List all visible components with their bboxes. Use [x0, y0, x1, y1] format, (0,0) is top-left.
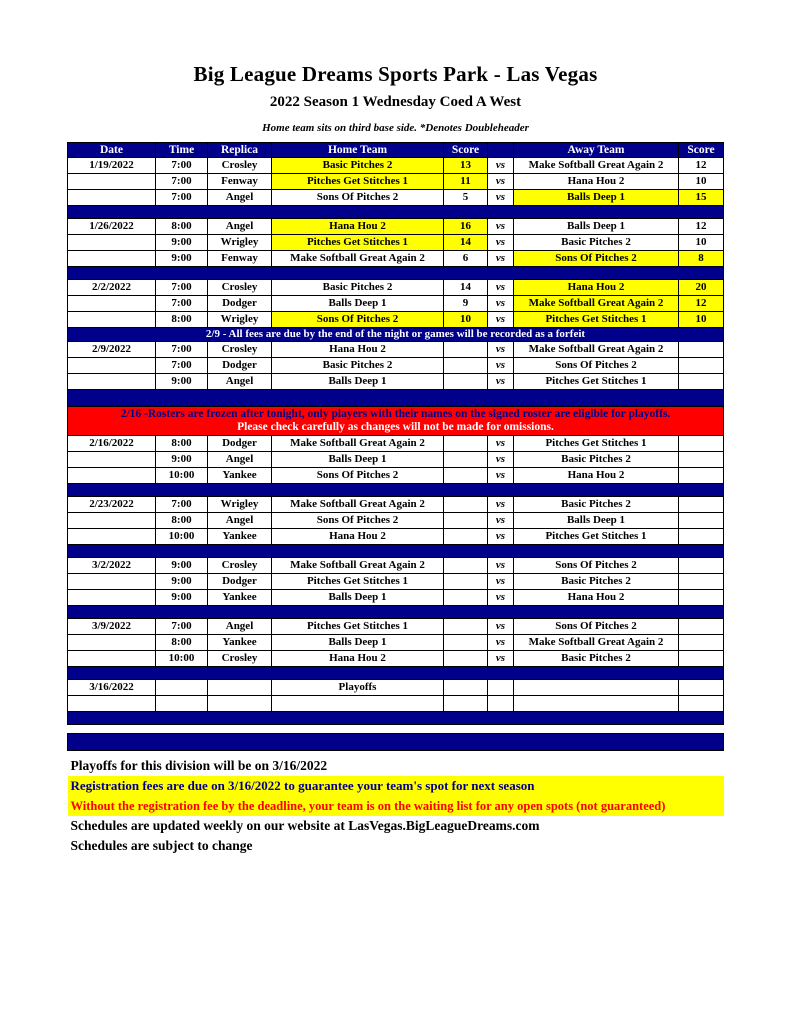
- cell-time: 10:00: [156, 651, 208, 667]
- col-header-away-team: Away Team: [514, 143, 679, 158]
- cell-time: 8:00: [156, 219, 208, 235]
- cell-date: [68, 468, 156, 484]
- cell-home-score: [444, 452, 488, 468]
- cell-vs: vs: [488, 296, 514, 312]
- cell-vs: vs: [488, 219, 514, 235]
- cell-vs: vs: [488, 280, 514, 296]
- cell-home: Make Softball Great Again 2: [272, 251, 444, 267]
- cell-replica: Yankee: [208, 635, 272, 651]
- cell-away: Balls Deep 1: [514, 219, 679, 235]
- cell-date: 2/23/2022: [68, 497, 156, 513]
- cell-time: 7:00: [156, 497, 208, 513]
- cell-home: [272, 696, 444, 712]
- cell-vs: vs: [488, 158, 514, 174]
- cell-away-score: [679, 619, 724, 635]
- cell-home: Sons Of Pitches 2: [272, 468, 444, 484]
- cell-replica: Angel: [208, 219, 272, 235]
- cell-away-score: [679, 651, 724, 667]
- cell-vs: [488, 680, 514, 696]
- game-row: [68, 235, 724, 251]
- cell-away-score: 12: [679, 296, 724, 312]
- cell-away-score: 10: [679, 235, 724, 251]
- separator-bar: [68, 390, 724, 407]
- cell-replica: Angel: [208, 374, 272, 390]
- cell-away: Make Softball Great Again 2: [514, 158, 679, 174]
- cell-away-score: [679, 436, 724, 452]
- game-row: [68, 296, 724, 312]
- cell-date: 2/9/2022: [68, 342, 156, 358]
- separator-bar: [68, 734, 724, 751]
- cell-time: 7:00: [156, 296, 208, 312]
- cell-away-score: [679, 558, 724, 574]
- separator-bar: [68, 484, 724, 497]
- footer-waiting-list-note: Without the registration fee by the deadline, your team is on the waiting list for any open spots (not guaranteed): [68, 796, 724, 816]
- cell-away: Basic Pitches 2: [514, 452, 679, 468]
- cell-replica: Yankee: [208, 529, 272, 545]
- cell-replica: Angel: [208, 190, 272, 206]
- cell-away: Basic Pitches 2: [514, 497, 679, 513]
- separator-row: [68, 606, 724, 619]
- cell-date: [68, 358, 156, 374]
- separator-row: [68, 545, 724, 558]
- cell-home-score: 6: [444, 251, 488, 267]
- cell-away-score: [679, 529, 724, 545]
- cell-home-score: [444, 651, 488, 667]
- game-row: [68, 590, 724, 606]
- footer-website-note: Schedules are updated weekly on our website at LasVegas.BigLeagueDreams.com: [70, 818, 540, 833]
- cell-home: Balls Deep 1: [272, 590, 444, 606]
- cell-away-score: [679, 696, 724, 712]
- cell-away-score: [679, 590, 724, 606]
- table-header-row: [68, 143, 724, 158]
- cell-vs: vs: [488, 312, 514, 328]
- game-row: [68, 219, 724, 235]
- cell-home: Balls Deep 1: [272, 296, 444, 312]
- cell-replica: Wrigley: [208, 312, 272, 328]
- cell-away-score: 12: [679, 158, 724, 174]
- cell-home-score: [444, 696, 488, 712]
- cell-time: 9:00: [156, 251, 208, 267]
- cell-away: Sons Of Pitches 2: [514, 358, 679, 374]
- cell-time: 9:00: [156, 558, 208, 574]
- separator-bar: [68, 545, 724, 558]
- cell-time: 8:00: [156, 436, 208, 452]
- separator-bar: [68, 667, 724, 680]
- cell-time: [156, 696, 208, 712]
- cell-vs: vs: [488, 251, 514, 267]
- separator-row: [68, 390, 724, 407]
- cell-away-score: [679, 574, 724, 590]
- cell-time: 7:00: [156, 342, 208, 358]
- cell-away: Make Softball Great Again 2: [514, 296, 679, 312]
- cell-away: Basic Pitches 2: [514, 235, 679, 251]
- cell-home-score: 9: [444, 296, 488, 312]
- cell-home-score: 13: [444, 158, 488, 174]
- cell-date: [68, 529, 156, 545]
- cell-vs: vs: [488, 342, 514, 358]
- cell-time: 10:00: [156, 468, 208, 484]
- schedule-body: [68, 158, 724, 751]
- cell-home: Balls Deep 1: [272, 635, 444, 651]
- cell-home: Basic Pitches 2: [272, 158, 444, 174]
- cell-date: [68, 296, 156, 312]
- cell-vs: vs: [488, 574, 514, 590]
- cell-away-score: [679, 374, 724, 390]
- cell-date: [68, 651, 156, 667]
- game-row: [68, 558, 724, 574]
- col-header-home-team: Home Team: [272, 143, 444, 158]
- notice-row: [68, 328, 724, 342]
- cell-date: [68, 574, 156, 590]
- footer: [68, 756, 724, 856]
- fees-due-notice: 2/9 - All fees are due by the end of the night or games will be recorded as a forfeit: [68, 328, 724, 342]
- separator-bar: [68, 267, 724, 280]
- cell-date: [68, 312, 156, 328]
- cell-home: Hana Hou 2: [272, 342, 444, 358]
- cell-replica: Fenway: [208, 251, 272, 267]
- cell-home-score: [444, 358, 488, 374]
- game-row: [68, 574, 724, 590]
- cell-date: 2/2/2022: [68, 280, 156, 296]
- cell-home: Balls Deep 1: [272, 452, 444, 468]
- cell-home: Make Softball Great Again 2: [272, 558, 444, 574]
- cell-home: Hana Hou 2: [272, 219, 444, 235]
- gap-space: [68, 725, 724, 734]
- cell-replica: Crosley: [208, 558, 272, 574]
- game-row: [68, 280, 724, 296]
- cell-vs: [488, 696, 514, 712]
- cell-vs: vs: [488, 558, 514, 574]
- footer-registration-due-note: Registration fees are due on 3/16/2022 to guarantee your team's spot for next season: [68, 776, 724, 796]
- game-row: [68, 190, 724, 206]
- cell-vs: vs: [488, 651, 514, 667]
- col-header-away-score: Score: [679, 143, 724, 158]
- cell-away-score: [679, 680, 724, 696]
- cell-home-score: 10: [444, 312, 488, 328]
- cell-away-score: [679, 513, 724, 529]
- cell-time: 7:00: [156, 280, 208, 296]
- alert-row: [68, 407, 724, 436]
- cell-time: 9:00: [156, 374, 208, 390]
- cell-away-score: 10: [679, 174, 724, 190]
- game-row: [68, 497, 724, 513]
- cell-vs: vs: [488, 235, 514, 251]
- footer-playoffs-note: Playoffs for this division will be on 3/16/2022: [70, 758, 328, 773]
- cell-home: Hana Hou 2: [272, 529, 444, 545]
- game-row: [68, 158, 724, 174]
- cell-away-score: 20: [679, 280, 724, 296]
- cell-replica: Yankee: [208, 468, 272, 484]
- cell-home: Basic Pitches 2: [272, 280, 444, 296]
- cell-home: Sons Of Pitches 2: [272, 312, 444, 328]
- cell-date: 1/26/2022: [68, 219, 156, 235]
- alert-line: 2/16 -Rosters are frozen after tonight, only players with their names on the signed roster are eligible for playoffs.: [120, 408, 671, 420]
- cell-away: [514, 680, 679, 696]
- game-row: [68, 452, 724, 468]
- cell-replica: Angel: [208, 452, 272, 468]
- game-row: [68, 342, 724, 358]
- cell-home-score: 11: [444, 174, 488, 190]
- cell-home-score: [444, 436, 488, 452]
- cell-replica: Dodger: [208, 436, 272, 452]
- cell-away: Hana Hou 2: [514, 468, 679, 484]
- cell-away-score: [679, 452, 724, 468]
- cell-away-score: 12: [679, 219, 724, 235]
- cell-home: Make Softball Great Again 2: [272, 497, 444, 513]
- game-row: [68, 312, 724, 328]
- cell-home-score: [444, 342, 488, 358]
- cell-away: Pitches Get Stitches 1: [514, 436, 679, 452]
- cell-away: Sons Of Pitches 2: [514, 251, 679, 267]
- cell-home-score: 14: [444, 280, 488, 296]
- cell-vs: vs: [488, 529, 514, 545]
- cell-away-score: [679, 497, 724, 513]
- cell-away: Pitches Get Stitches 1: [514, 374, 679, 390]
- separator-bar: [68, 606, 724, 619]
- cell-home: Make Softball Great Again 2: [272, 436, 444, 452]
- footer-subject-to-change-note: Schedules are subject to change: [70, 838, 253, 853]
- cell-away: [514, 696, 679, 712]
- cell-date: 3/2/2022: [68, 558, 156, 574]
- separator-row: [68, 267, 724, 280]
- cell-home-score: [444, 590, 488, 606]
- cell-date: [68, 452, 156, 468]
- cell-date: [68, 251, 156, 267]
- cell-replica: Yankee: [208, 590, 272, 606]
- cell-replica: Angel: [208, 513, 272, 529]
- cell-vs: vs: [488, 619, 514, 635]
- cell-vs: vs: [488, 452, 514, 468]
- cell-home: Playoffs: [272, 680, 444, 696]
- cell-replica: Wrigley: [208, 235, 272, 251]
- cell-home-score: [444, 497, 488, 513]
- cell-replica: Dodger: [208, 358, 272, 374]
- cell-replica: [208, 696, 272, 712]
- cell-home-score: [444, 619, 488, 635]
- game-row: [68, 358, 724, 374]
- cell-date: 3/9/2022: [68, 619, 156, 635]
- cell-time: 8:00: [156, 513, 208, 529]
- cell-away-score: [679, 468, 724, 484]
- cell-away-score: [679, 635, 724, 651]
- cell-home-score: [444, 574, 488, 590]
- cell-home: Sons Of Pitches 2: [272, 513, 444, 529]
- cell-home: Pitches Get Stitches 1: [272, 574, 444, 590]
- col-header-home-score: Score: [444, 143, 488, 158]
- separator-row: [68, 667, 724, 680]
- cell-home-score: [444, 513, 488, 529]
- cell-replica: Fenway: [208, 174, 272, 190]
- cell-home: Pitches Get Stitches 1: [272, 619, 444, 635]
- cell-vs: vs: [488, 358, 514, 374]
- cell-replica: Angel: [208, 619, 272, 635]
- cell-time: 7:00: [156, 619, 208, 635]
- cell-date: [68, 235, 156, 251]
- cell-away: Hana Hou 2: [514, 174, 679, 190]
- cell-home-score: [444, 635, 488, 651]
- cell-home-score: 16: [444, 219, 488, 235]
- cell-home-score: [444, 374, 488, 390]
- cell-home-score: [444, 558, 488, 574]
- cell-vs: vs: [488, 635, 514, 651]
- cell-vs: vs: [488, 590, 514, 606]
- cell-replica: Crosley: [208, 651, 272, 667]
- game-row: [68, 680, 724, 696]
- cell-time: 7:00: [156, 158, 208, 174]
- cell-time: 7:00: [156, 190, 208, 206]
- cell-away: Pitches Get Stitches 1: [514, 312, 679, 328]
- cell-replica: Dodger: [208, 574, 272, 590]
- game-row: [68, 468, 724, 484]
- cell-date: [68, 374, 156, 390]
- cell-time: 9:00: [156, 574, 208, 590]
- cell-date: [68, 590, 156, 606]
- cell-time: 9:00: [156, 235, 208, 251]
- col-header-replica: Replica: [208, 143, 272, 158]
- cell-away: Basic Pitches 2: [514, 574, 679, 590]
- game-row: [68, 174, 724, 190]
- game-row: [68, 529, 724, 545]
- game-row: [68, 651, 724, 667]
- game-row: [68, 513, 724, 529]
- cell-home: Hana Hou 2: [272, 651, 444, 667]
- separator-bar: [68, 712, 724, 725]
- cell-away-score: 15: [679, 190, 724, 206]
- cell-home-score: 14: [444, 235, 488, 251]
- cell-home: Basic Pitches 2: [272, 358, 444, 374]
- cell-date: [68, 174, 156, 190]
- cell-time: 9:00: [156, 590, 208, 606]
- game-row: [68, 619, 724, 635]
- cell-away-score: [679, 342, 724, 358]
- cell-away: Make Softball Great Again 2: [514, 342, 679, 358]
- cell-time: 7:00: [156, 174, 208, 190]
- cell-replica: [208, 680, 272, 696]
- cell-time: 9:00: [156, 452, 208, 468]
- cell-date: 3/16/2022: [68, 680, 156, 696]
- col-header-time: Time: [156, 143, 208, 158]
- cell-replica: Crosley: [208, 342, 272, 358]
- cell-away-score: 8: [679, 251, 724, 267]
- cell-replica: Wrigley: [208, 497, 272, 513]
- cell-home-score: [444, 529, 488, 545]
- cell-time: 10:00: [156, 529, 208, 545]
- cell-away: Sons Of Pitches 2: [514, 619, 679, 635]
- cell-vs: vs: [488, 468, 514, 484]
- col-header-date: Date: [68, 143, 156, 158]
- cell-away: Pitches Get Stitches 1: [514, 529, 679, 545]
- separator-row: [68, 734, 724, 751]
- roster-freeze-banner: [68, 407, 724, 436]
- cell-home: Pitches Get Stitches 1: [272, 235, 444, 251]
- cell-vs: vs: [488, 174, 514, 190]
- cell-date: 1/19/2022: [68, 158, 156, 174]
- cell-date: [68, 696, 156, 712]
- alert-line: Please check carefully as changes will not be made for omissions.: [237, 421, 554, 433]
- cell-replica: Crosley: [208, 280, 272, 296]
- cell-home: Pitches Get Stitches 1: [272, 174, 444, 190]
- home-team-note: Home team sits on third base side. *Denotes Doubleheader: [262, 122, 529, 134]
- game-row: [68, 635, 724, 651]
- col-header-vs-spacer: [488, 143, 514, 158]
- cell-time: 7:00: [156, 358, 208, 374]
- cell-vs: vs: [488, 190, 514, 206]
- cell-vs: vs: [488, 513, 514, 529]
- cell-date: 2/16/2022: [68, 436, 156, 452]
- cell-vs: vs: [488, 497, 514, 513]
- cell-away: Sons Of Pitches 2: [514, 558, 679, 574]
- cell-away: Balls Deep 1: [514, 190, 679, 206]
- game-row: [68, 374, 724, 390]
- separator-row: [68, 206, 724, 219]
- page-title: Big League Dreams Sports Park - Las Vegas: [193, 62, 598, 86]
- game-row: [68, 251, 724, 267]
- cell-time: 8:00: [156, 312, 208, 328]
- cell-away: Make Softball Great Again 2: [514, 635, 679, 651]
- separator-row: [68, 712, 724, 725]
- cell-date: [68, 190, 156, 206]
- cell-away: Hana Hou 2: [514, 280, 679, 296]
- cell-away-score: [679, 358, 724, 374]
- cell-away: Basic Pitches 2: [514, 651, 679, 667]
- cell-home-score: [444, 468, 488, 484]
- page-subtitle: 2022 Season 1 Wednesday Coed A West: [269, 94, 522, 110]
- separator-row: [68, 484, 724, 497]
- cell-home: Balls Deep 1: [272, 374, 444, 390]
- cell-vs: vs: [488, 436, 514, 452]
- cell-away-score: 10: [679, 312, 724, 328]
- cell-time: [156, 680, 208, 696]
- cell-replica: Dodger: [208, 296, 272, 312]
- schedule-table: [67, 142, 724, 751]
- cell-replica: Crosley: [208, 158, 272, 174]
- cell-home: Sons Of Pitches 2: [272, 190, 444, 206]
- cell-date: [68, 635, 156, 651]
- cell-away: Balls Deep 1: [514, 513, 679, 529]
- separator-bar: [68, 206, 724, 219]
- game-row: [68, 696, 724, 712]
- cell-date: [68, 513, 156, 529]
- cell-time: 8:00: [156, 635, 208, 651]
- gap-row: [68, 725, 724, 734]
- cell-away: Hana Hou 2: [514, 590, 679, 606]
- game-row: [68, 436, 724, 452]
- cell-vs: vs: [488, 374, 514, 390]
- cell-home-score: [444, 680, 488, 696]
- cell-home-score: 5: [444, 190, 488, 206]
